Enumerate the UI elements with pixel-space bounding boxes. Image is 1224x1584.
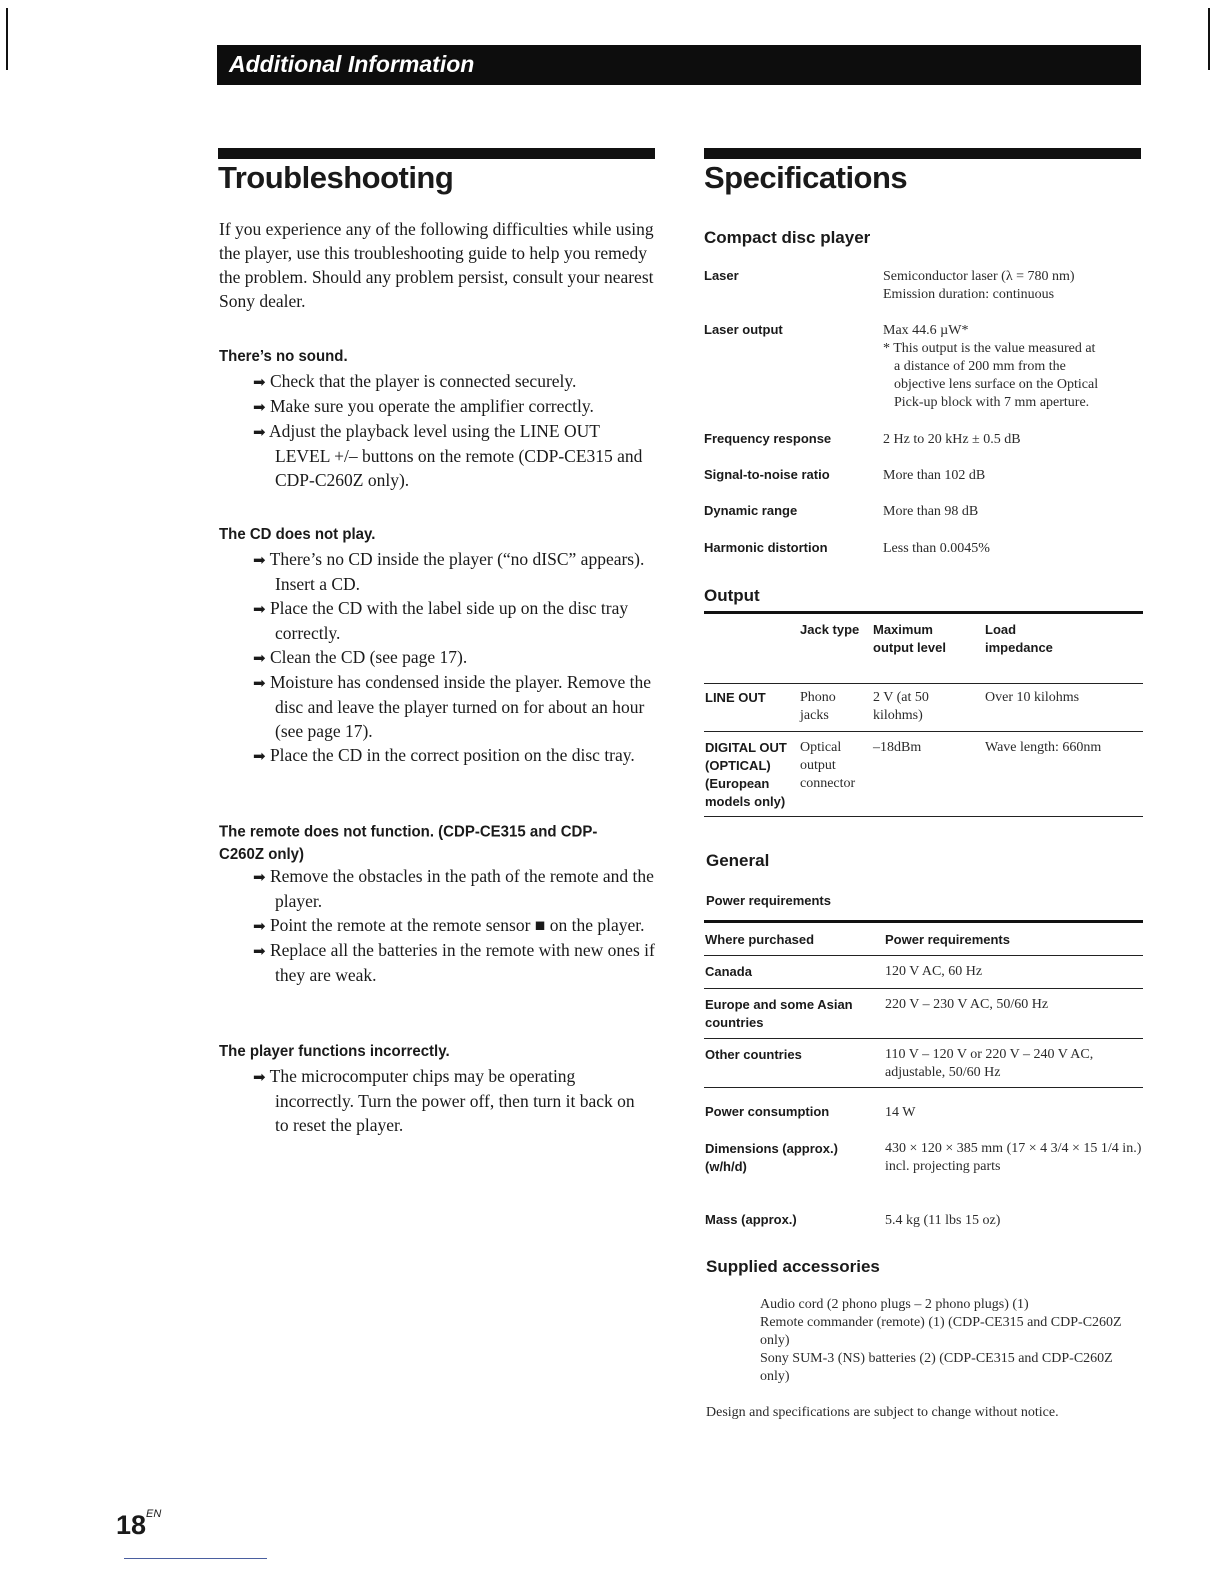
spec-label: Dynamic range bbox=[704, 503, 798, 518]
table-row-label: Europe and some Asian countries bbox=[705, 997, 853, 1030]
table-rule bbox=[704, 816, 1143, 817]
list-item: Remote commander (remote) (1) (CDP-CE315 and CDP-C260Z only) bbox=[760, 1315, 1122, 1348]
spec-value: Max 44.6 µW* * This output is the value measured at a distance of 200 mm from the objective lens surface on the Optical Pick-up block with 7 mm aperture. bbox=[883, 323, 1099, 410]
arrow-right-icon: ➡ bbox=[253, 373, 266, 391]
table-cell: 120 V AC, 60 Hz bbox=[885, 964, 983, 979]
troubleshooting-title: Troubleshooting bbox=[218, 160, 454, 195]
spec-value: 2 Hz to 20 kHz ± 0.5 dB bbox=[883, 432, 1021, 447]
list-item: ➡ Make sure you operate the amplifier correctly. bbox=[253, 396, 594, 416]
table-cell: 110 V – 120 V or 220 V – 240 V AC, adjustable, 50/60 Hz bbox=[885, 1047, 1094, 1080]
spec-value: More than 102 dB bbox=[883, 468, 986, 483]
list-item: Audio cord (2 phono plugs – 2 phono plugs) (1) bbox=[760, 1297, 1029, 1312]
table-cell: Over 10 kilohms bbox=[985, 690, 1080, 705]
table-cell: Optical output connector bbox=[800, 740, 856, 791]
section-header-bar bbox=[217, 45, 1141, 85]
general-heading: General bbox=[706, 851, 770, 870]
spec-value: 430 × 120 × 385 mm (17 × 4 3/4 × 15 1/4 in.) incl. projecting parts bbox=[885, 1141, 1142, 1174]
table-rule bbox=[704, 683, 1143, 684]
page-number: $18^{EN}$ bbox=[116, 1508, 162, 1540]
table-header-cell: Maximum output level bbox=[873, 622, 946, 655]
spec-label: Dimensions (approx.) (w/h/d) bbox=[705, 1141, 838, 1174]
spec-value: Semiconductor laser (λ = 780 nm) Emission duration: continuous bbox=[883, 269, 1075, 302]
trouble-heading: There’s no sound. bbox=[219, 347, 348, 366]
table-rule bbox=[704, 1038, 1143, 1039]
table-cell: 2 V (at 50 kilohms) bbox=[873, 690, 929, 723]
table-rule bbox=[704, 611, 1143, 614]
output-heading: Output bbox=[704, 586, 760, 605]
list-item: ➡ Moisture has condensed inside the player. Remove the disc and leave the player turned on for about an hour (see page 17). bbox=[253, 672, 651, 741]
table-header-cell: Load impedance bbox=[985, 622, 1053, 655]
accessories-list bbox=[760, 1296, 1140, 1386]
spec-label: Laser bbox=[704, 268, 739, 283]
spec-label: Power consumption bbox=[705, 1104, 830, 1119]
specifications-title: Specifications bbox=[704, 160, 908, 195]
list-item: ➡ Place the CD in the correct position on the disc tray. bbox=[253, 745, 635, 765]
spec-value: More than 98 dB bbox=[883, 504, 979, 519]
specifications-rule bbox=[704, 148, 1141, 159]
arrow-right-icon: ➡ bbox=[253, 1068, 266, 1086]
page-edge-mark bbox=[1208, 8, 1210, 70]
list-item: Sony SUM-3 (NS) batteries (2) (CDP-CE315 and CDP-C260Z only) bbox=[760, 1351, 1113, 1384]
spec-label: Laser output bbox=[704, 322, 783, 337]
trouble-list bbox=[253, 1064, 643, 1137]
arrow-right-icon: ➡ bbox=[253, 747, 266, 765]
list-item: ➡ Clean the CD (see page 17). bbox=[253, 647, 468, 667]
arrow-right-icon: ➡ bbox=[253, 674, 266, 692]
trouble-list bbox=[253, 864, 658, 987]
arrow-right-icon: ➡ bbox=[253, 423, 266, 441]
table-cell: Phono jacks bbox=[800, 690, 836, 723]
arrow-right-icon: ➡ bbox=[253, 551, 266, 569]
table-header-cell: Power requirements bbox=[885, 932, 1010, 947]
table-rule bbox=[704, 988, 1143, 989]
list-item: ➡ Replace all the batteries in the remote with new ones if they are weak. bbox=[253, 940, 655, 985]
cd-player-heading: Compact disc player bbox=[704, 228, 871, 247]
table-rule bbox=[704, 955, 1143, 956]
section-header-title: Additional Information bbox=[229, 51, 475, 77]
table-header-cell: Where purchased bbox=[705, 932, 815, 947]
list-item: ➡ Check that the player is connected securely. bbox=[253, 371, 577, 391]
troubleshooting-intro: If you experience any of the following difficulties while using the player, use this troubleshooting guide to help you remedy the problem. Should any problem persist, consult your nearest Sony dealer. bbox=[219, 219, 654, 311]
spec-label: Mass (approx.) bbox=[705, 1212, 797, 1227]
notice-text: Design and specifications are subject to change without notice. bbox=[706, 1405, 1059, 1420]
table-row-label: Other countries bbox=[705, 1047, 802, 1062]
troubleshooting-rule bbox=[218, 148, 655, 159]
arrow-right-icon: ➡ bbox=[253, 942, 266, 960]
table-cell: Wave length: 660nm bbox=[985, 740, 1102, 755]
trouble-list bbox=[253, 369, 658, 492]
table-rule bbox=[704, 920, 1143, 923]
trouble-list bbox=[253, 547, 658, 768]
trouble-heading: The CD does not play. bbox=[219, 525, 376, 544]
table-row-label: Canada bbox=[705, 964, 752, 979]
list-item: ➡ Adjust the playback level using the LINE OUT LEVEL +/– buttons on the remote (CDP-CE315 and CDP-C260Z only). bbox=[253, 421, 643, 490]
arrow-right-icon: ➡ bbox=[253, 649, 266, 667]
spec-label: Frequency response bbox=[704, 431, 832, 446]
spec-label: Harmonic distortion bbox=[704, 540, 828, 555]
spec-value: Less than 0.0045% bbox=[883, 541, 990, 556]
spec-value: 5.4 kg (11 lbs 15 oz) bbox=[885, 1213, 1001, 1228]
spec-value: 14 W bbox=[885, 1105, 916, 1120]
table-rule bbox=[704, 731, 1143, 732]
footer-line bbox=[124, 1558, 267, 1559]
arrow-right-icon: ➡ bbox=[253, 868, 266, 886]
arrow-right-icon: ➡ bbox=[253, 917, 266, 935]
list-item: ➡ The microcomputer chips may be operating incorrectly. Turn the power off, then turn it back on to reset the player. bbox=[253, 1066, 635, 1135]
trouble-heading: The player functions incorrectly. bbox=[219, 1042, 450, 1061]
table-row-label: DIGITAL OUT (OPTICAL) (European models only) bbox=[705, 740, 787, 809]
list-item: ➡ There’s no CD inside the player (“no dISC” appears). Insert a CD. bbox=[253, 549, 645, 594]
spec-label: Signal-to-noise ratio bbox=[704, 467, 830, 482]
arrow-right-icon: ➡ bbox=[253, 398, 266, 416]
table-cell: –18dBm bbox=[873, 740, 922, 755]
power-requirements-label: Power requirements bbox=[706, 893, 831, 908]
list-item: ➡ Remove the obstacles in the path of the remote and the player. bbox=[253, 866, 654, 911]
table-row-label: LINE OUT bbox=[705, 690, 766, 705]
page-edge-mark bbox=[6, 8, 8, 70]
accessories-heading: Supplied accessories bbox=[706, 1257, 880, 1276]
trouble-heading: The remote does not function. (CDP-CE315 and CDP-C260Z only) bbox=[219, 823, 598, 863]
table-header-cell: Jack type bbox=[800, 622, 860, 637]
table-cell: 220 V – 230 V AC, 50/60 Hz bbox=[885, 997, 1049, 1012]
arrow-right-icon: ➡ bbox=[253, 600, 266, 618]
list-item: ➡ Point the remote at the remote sensor ■ on the player. bbox=[253, 915, 645, 935]
table-rule bbox=[704, 1087, 1143, 1088]
list-item: ➡ Place the CD with the label side up on the disc tray correctly. bbox=[253, 598, 629, 643]
